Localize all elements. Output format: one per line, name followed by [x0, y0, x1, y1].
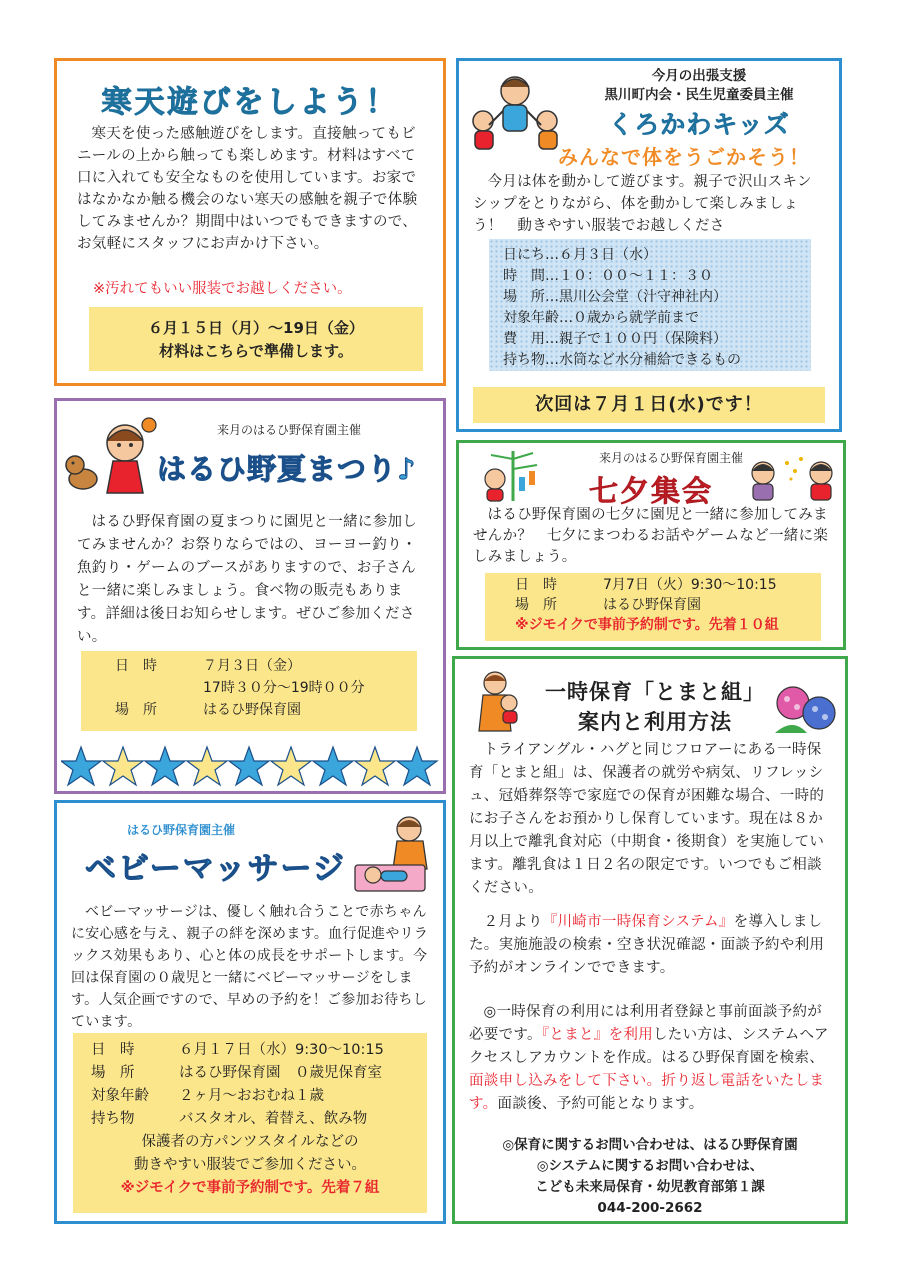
summer-place-value: はるひ野保育園 — [203, 702, 301, 718]
tomato-para1: トライアングル・ハグと同じフロアーにある一時保育「とまと組」は、保護者の就労や病気、リフレッシュ、冠婚葬祭等で家庭での保育が困難な場合、一時的にお子さんをお預かりし保育しています。現在は８か月以上で離乳食対応（中期食・後期食）を実施しています。離乳食は１日２名の限定です。いつでもご相談ください。 — [469, 742, 825, 896]
tanabata-body: はるひ野保育園の七夕に園児と一緒に参加してみませんか？ 七夕にまつわるお話やゲームなど一緒に楽しみましょう。 — [473, 507, 829, 565]
tomato-system-name: 『川崎市一時保育システム』 — [542, 914, 734, 930]
massage-label-place: 場 所 — [91, 1065, 135, 1081]
kurokawa-sub2: 黒川町内会・民生児童委員主催 — [604, 87, 794, 103]
kurokawa-title: くろかわキッズ — [608, 110, 790, 139]
tomato-contact — [455, 1135, 845, 1219]
tomato-para3 — [469, 1001, 831, 1116]
girl-dog-illustration-icon — [63, 413, 159, 501]
kanten-body: 寒天を使った感触遊びをします。直接触ってもビニールの上から触っても楽しめます。材料はすべて口に入れても安全なものを使用しています。お家ではなかなか触る機会のない寒天の感触を親子で体験してみませんか？期間中はいつでもできますので、お気軽にスタッフにお声かけ下さい。 — [77, 126, 418, 252]
tomato-contact2: ◎システムに関するお問い合わせは、 — [536, 1158, 764, 1174]
kurokawa-sub1: 今月の出張支援 — [651, 68, 747, 84]
summer-place-label: 場 所 — [115, 702, 157, 718]
kanten-section — [54, 58, 446, 386]
kurokawa-detail-time: 時 間…１０：００～１１：３０ — [503, 268, 713, 284]
tomato-para3-a: ◎一時保育の利用には利用者登録と事前面談予約が必要です。 — [469, 1004, 823, 1043]
summer-sub: 来月のはるひ野保育園主催 — [217, 423, 362, 437]
summer-info — [81, 651, 417, 731]
massage-note3: ※ジモイクで事前予約制です。先着７組 — [120, 1180, 380, 1196]
tomato-contact1: ◎保育に関するお問い合わせは、はるひ野保育園 — [502, 1137, 798, 1153]
massage-value-date: ６月１７日（水）9:30～10:15 — [179, 1042, 384, 1058]
kurokawa-detail-fee: 費 用…親子で１００円（保険料） — [503, 331, 727, 347]
massage-value-age: ２ヶ月～おおむね１歳 — [179, 1088, 324, 1104]
tanabata-sub: 来月のはるひ野保育園主催 — [598, 451, 743, 465]
tomato-title1: 一時保育「とまと組」 — [545, 680, 765, 704]
kanten-material: 材料はこちらで準備します。 — [159, 342, 353, 360]
tanabata-title: 七夕集会 — [588, 474, 713, 508]
kanten-title: 寒天遊びをしよう！ — [101, 85, 399, 120]
kurokawa-detail-date: 日にち…６月３日（水） — [503, 247, 657, 263]
massage-sub: はるひ野保育園主催 — [127, 823, 236, 837]
tomato-para2 — [469, 911, 831, 980]
tomato-para3-d: 面談申し込みをして下さい。折り返し電話をいたします。 — [469, 1073, 825, 1112]
star-border-icon — [61, 743, 441, 789]
tomato-para3-c: したい方は、システムへアクセスしアカウントを作成。はるひ野保育園を検索、 — [469, 1027, 829, 1066]
massage-label-date: 日 時 — [91, 1042, 135, 1058]
baby-massage-section — [54, 800, 446, 1224]
kurokawa-section — [456, 58, 842, 432]
massage-value-place: はるひ野保育園 ０歳児保育室 — [179, 1065, 382, 1081]
tanabata-info — [485, 573, 821, 641]
massage-note1: 保護者の方パンツスタイルなどの — [141, 1134, 359, 1150]
massage-title: ベビーマッサージ — [85, 851, 346, 887]
tomato-title — [525, 677, 785, 737]
summer-date-label: 日 時 — [115, 658, 157, 674]
kurokawa-detail-items: 持ち物…水筒など水分補給できるもの — [503, 352, 741, 368]
massage-body: ベビーマッサージは、優しく触れ合うことで赤ちゃんに安心感を与え、親子の絆を深めます。血行促進やリラックス効果もあり、心と体の成長をサポートします。今回は保育園の０歳児と一緒にベビーマッサージをします。人気企画ですので、早めの予約を！ご参加お待ちしています。 — [71, 904, 429, 1030]
tomato-contact3: こども未来局保育・幼児教育部第１課 — [535, 1179, 765, 1195]
tomato-title2: 案内と利用方法 — [578, 710, 732, 734]
tanabata-note: ※ジモイクで事前予約制です。先着１０組 — [515, 617, 779, 633]
tanabata-date-label: 日 時 — [515, 577, 557, 593]
baby-massage-illustration-icon — [353, 813, 439, 893]
massage-value-items: バスタオル、着替え、飲み物 — [179, 1111, 368, 1127]
tomato-para2-post: を導入しました。実施施設の検索・空き状況確認・面談予約や利用予約がオンラインでできます。 — [469, 914, 825, 976]
kurokawa-body: 今月は体を動かして遊びます。親子で沢山スキンシップをとりながら、体を動かして楽しみましょう！ 動きやすい服装でお越しくださ — [473, 174, 812, 234]
summer-date-value: ７月３日（金） — [203, 658, 301, 674]
summer-title: はるひ野夏まつり♪ — [157, 452, 417, 486]
kurokawa-next: 次回は７月１日(水)です！ — [473, 387, 825, 423]
kurokawa-sub — [569, 67, 829, 105]
tanabata-date-value: 7月7日（火）9:30～10:15 — [603, 577, 777, 593]
tanabata-place-value: はるひ野保育園 — [603, 597, 701, 613]
kurokawa-details — [489, 239, 811, 371]
summer-time-value: 17時３０分～19時００分 — [203, 680, 365, 696]
summer-body: はるひ野保育園の夏まつりに園児と一緒に参加してみませんか？お祭りならではの、ヨーヨー釣り・魚釣り・ゲームのブースがありますので、お子さんと一緒に楽しみましょう。食べ物の販売もあります。詳細は後日お知らせします。ぜひご参加ください。 — [77, 514, 418, 645]
kurokawa-detail-age: 対象年齢…０歳から就学前まで — [503, 310, 699, 326]
massage-label-age: 対象年齢 — [91, 1088, 149, 1104]
kurokawa-detail-place: 場 所…黒川公会堂（汁守神社内） — [503, 289, 727, 305]
tomato-para3-b: 『とまと』を利用 — [541, 1027, 653, 1043]
kanten-note: ※汚れてもいい服装でお越しください。 — [93, 281, 352, 297]
tomato-para2-pre: ２月より — [483, 914, 543, 930]
massage-info — [73, 1033, 427, 1213]
massage-note2: 動きやすい服装でご参加ください。 — [134, 1157, 366, 1173]
tomato-para3-e: 面談後、予約可能となります。 — [497, 1096, 704, 1112]
tanabata-section — [456, 440, 846, 650]
kanten-info — [89, 307, 423, 371]
summer-festival-section — [54, 398, 446, 794]
parent-child-illustration-icon — [469, 669, 529, 733]
tomato-section — [452, 656, 848, 1224]
kanten-date: ６月１５日（月）～19日（金） — [148, 319, 364, 337]
massage-label-items: 持ち物 — [91, 1111, 135, 1127]
tomato-contact-phone: 044-200-2662 — [597, 1200, 703, 1216]
tanabata-place-label: 場 所 — [515, 597, 557, 613]
kurokawa-subtitle: みんなで体をうごかそう！ — [558, 145, 810, 169]
